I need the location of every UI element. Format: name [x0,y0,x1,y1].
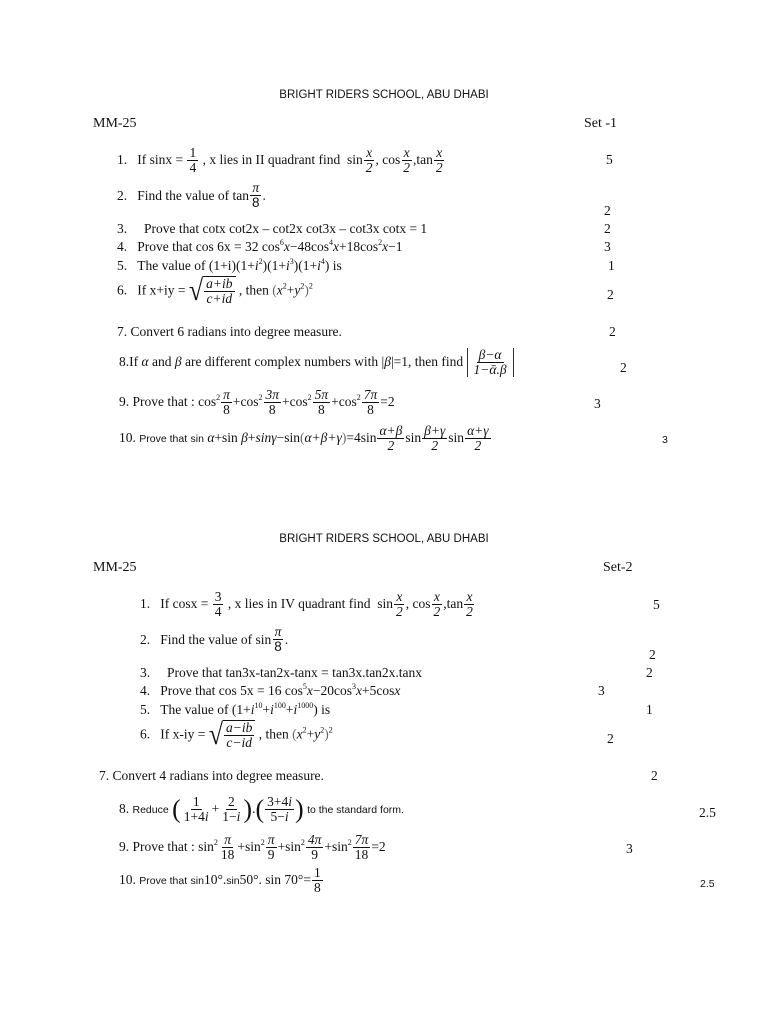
question-9: 9. Prove that : $\sin^2$ $\frac{\pi}{18}$ $+\sin^2$ $\frac{\pi}{9}$ $+\sin^2$ $\frac{4\pi}{9}$ $+\sin^2$ $\frac{7\pi}{18}$ =2 [119,832,386,863]
question-1: 1. If sinx = $\frac{1}{4}$ , x lies in II quadrant find sin $\frac{x}{2}$ , cos $\frac{x}{2}$ ,tan $\frac{x}{2}$ [117,145,443,176]
question-5: 5. The value of $(1+i^{10}+i^{100}+i^{1000})$ is [140,701,331,717]
marks-q2: 2 [604,203,611,218]
question-8: 8.If α and β are different complex numbers with |β|=1, then find $\frac{\beta-\alpha}{\text{1−ᾱ.β}}$ [119,348,514,377]
marks-q7: 2 [609,324,616,339]
marks-q5: 1 [646,702,653,717]
question-1: 1. If cosx = $\frac{3}{4}$ , x lies in IV quadrant find sin $\frac{x}{2}$ , cos $\frac{x}{2}$ ,tan $\frac{x}{2}$ [140,589,473,620]
question-10: 10. Prove that sin10°.sin50°. sin 70°= $\frac{1}{8}$ [119,865,321,896]
marks-q4: 3 [604,239,611,254]
marks-q4: 3 [598,683,605,698]
school-title-set2: BRIGHT RIDERS SCHOOL, ABU DHABI [279,533,489,545]
question-5: 5. The value of $(1+i)(1+i^2)(1+i^3)(1+i^4)$ is [117,257,342,273]
question-2: 2. Find the value of tan $\frac{\pi}{8}$ . [117,180,266,211]
marks-q10: 3 [662,434,668,446]
question-8: 8. Reduce ( $\frac{1}{1+4i}$ + $\frac{2}{1-i}$ ).( $\frac{3+4i}{5-i}$ ) to the standard form. [119,794,404,825]
marks-q8: 2 [620,360,627,375]
marks-q3: 2 [646,665,653,680]
set-label-set2: Set-2 [603,560,633,575]
question-7: 7. Convert 4 radians into degree measure. [99,768,324,783]
question-6: 6. If x-iy = √ $\frac{a-ib}{c-id}$ , then $(x^2+y^2)^2$ [140,717,333,752]
marks-q1: 5 [653,597,660,612]
school-title-set1: BRIGHT RIDERS SCHOOL, ABU DHABI [279,89,489,101]
marks-q5: 1 [608,258,615,273]
marks-q6: 2 [607,287,614,302]
question-7: 7. Convert 6 radians into degree measure. [117,324,342,339]
question-4: 4. Prove that cos 5x = 16 $\cos^5x-20\cos^3x+5\cos x$ [140,682,401,698]
question-4: 4. Prove that cos 6x = 32 $\cos^6x-48\cos^4x+18\cos^2x-1$ [117,238,403,254]
marks-q1: 5 [606,152,613,167]
question-10: 10. Prove that sin α+sin β+sinγ−sin(α+β+γ)=4sin $\frac{\alpha+\beta}{2}$ sin $\frac{\beta+\gamma}{2}$ sin $\frac{\alpha+\gamma}{2}$ [119,423,489,454]
marks-q6: 2 [607,731,614,746]
question-6: 6. If x+iy = √ $\frac{a+ib}{c+id}$ , then $(x^2+y^2)^2$ [117,273,313,308]
max-marks-set1: MM-25 [93,116,137,131]
marks-q7: 2 [651,768,658,783]
marks-q9: 3 [626,841,633,856]
question-2: 2. Find the value of sin $\frac{\pi}{8}$ . [140,624,289,655]
marks-q3: 2 [604,221,611,236]
set-label-set1: Set -1 [584,116,618,131]
max-marks-set2: MM-25 [93,560,137,575]
marks-q9: 3 [594,396,601,411]
marks-q2: 2 [649,647,656,662]
marks-q8: 2.5 [699,805,716,820]
marks-q10: 2.5 [700,878,715,890]
question-3: 3. Prove that tan3x-tan2x-tanx = tan3x.tan2x.tanx [140,665,423,680]
question-3: 3. Prove that cotx cot2x – cot2x cot3x – cot3x cotx = 1 [117,221,428,236]
question-9: 9. Prove that : $\cos^2$ $\frac{\pi}{8}$ $+\cos^2$ $\frac{3\pi}{8}$ $+\cos^2$ $\frac{5\pi}{8}$ $+\cos^2$ $\frac{7\pi}{8}$ =2 [119,387,395,418]
